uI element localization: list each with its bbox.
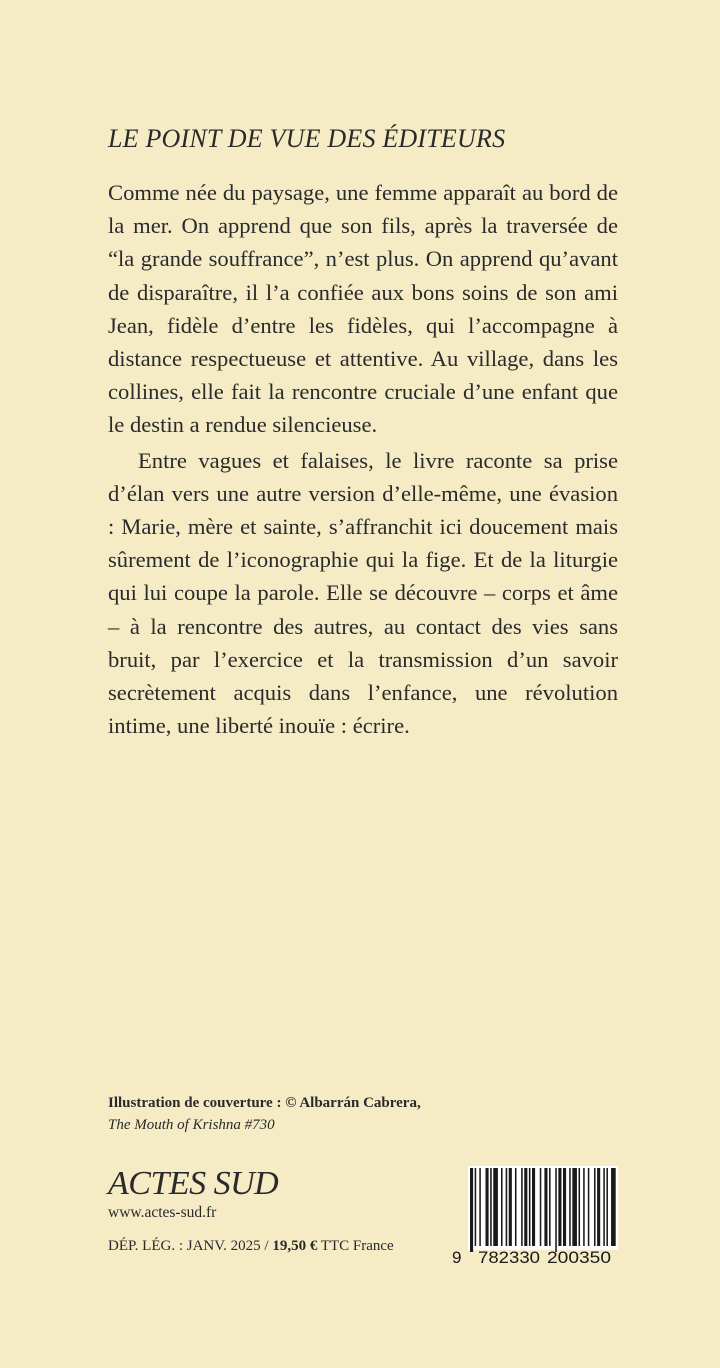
barcode-bar bbox=[529, 1168, 531, 1246]
barcode-bar bbox=[509, 1168, 512, 1246]
barcode-bar bbox=[597, 1168, 600, 1246]
cover-illustration-credit bbox=[108, 1092, 528, 1136]
barcode-bar bbox=[606, 1168, 608, 1246]
blurb-paragraph-1: Comme née du paysage, une femme apparaît au bord de la mer. On apprend que son fils, après la traversée de “la grande souffrance”, n’est plus. On apprend qu’avant de disparaître, il l’a confiée aux bons soins de son ami Jean, fidèle d’entre les fidèles, qui l’accompagne à distance respectueuse et attentive. Au village, dans les collines, elle fait la rencontre cruciale d’une enfant que le destin a rendue silencieuse. bbox=[108, 180, 618, 438]
blurb-paragraph-2: Entre vagues et falaises, le livre raconte sa prise d’élan vers une autre version d’elle-même, une évasion : Marie, mère et sainte, s’affranchit ici doucement mais sûrement de l’iconographie qui la fige. Et de la liturgie qui lui coupe la parole. Elle se découvre – corps et âme – à la rencontre des autres, au contact des vies sans bruit, par l’exercice et la transmission d’un savoir secrètement acquis dans l’enfance, une révolution intime, une liberté inouïe : écrire. bbox=[108, 447, 618, 739]
barcode-bar bbox=[540, 1168, 542, 1246]
barcode-bar bbox=[583, 1168, 585, 1246]
barcode-bar bbox=[579, 1168, 581, 1246]
barcode-lead-digit: 9 bbox=[452, 1248, 462, 1266]
barcode-bar bbox=[569, 1168, 571, 1246]
barcode-bar bbox=[486, 1168, 489, 1246]
publisher-name: ACTES SUD bbox=[108, 1165, 279, 1202]
barcode-bar bbox=[490, 1168, 492, 1246]
isbn-barcode bbox=[448, 1166, 618, 1266]
barcode-digits-left: 782330 bbox=[478, 1248, 540, 1266]
publisher-website: www.actes-sud.fr bbox=[108, 1204, 217, 1221]
barcode-bar bbox=[555, 1168, 557, 1252]
barcode-bar bbox=[493, 1168, 498, 1246]
legal-deposit-price bbox=[108, 1236, 394, 1256]
barcode-digits-right: 200350 bbox=[547, 1248, 611, 1266]
blurb-text bbox=[108, 176, 618, 742]
section-heading: LE POINT DE VUE DES ÉDITEURS bbox=[108, 124, 506, 153]
barcode-bar bbox=[515, 1168, 517, 1246]
barcode-bar bbox=[588, 1168, 590, 1246]
barcode-bar bbox=[563, 1168, 566, 1246]
barcode-bar bbox=[544, 1168, 547, 1246]
barcode-bar bbox=[501, 1168, 503, 1246]
credit-line-2: The Mouth of Krishna #730 bbox=[108, 1117, 275, 1133]
price-suffix: TTC France bbox=[317, 1238, 394, 1254]
barcode-bar bbox=[470, 1168, 473, 1252]
barcode-bar bbox=[524, 1168, 527, 1246]
price: 19,50 € bbox=[272, 1238, 318, 1254]
barcode-bar bbox=[479, 1168, 481, 1246]
barcode-bar bbox=[475, 1168, 477, 1246]
barcode-graphic bbox=[448, 1166, 618, 1266]
credit-line-1: Illustration de couverture : © Albarrán Cabrera, bbox=[108, 1095, 421, 1111]
barcode-bar bbox=[611, 1168, 616, 1246]
barcode-bar bbox=[549, 1168, 551, 1246]
legal-deposit: DÉP. LÉG. : JANV. 2025 / bbox=[108, 1238, 273, 1254]
barcode-bar bbox=[594, 1168, 596, 1246]
barcode-bar bbox=[506, 1168, 508, 1246]
barcode-bar bbox=[532, 1168, 535, 1246]
barcode-bar bbox=[603, 1168, 605, 1246]
barcode-bar bbox=[558, 1168, 561, 1246]
barcode-bar bbox=[521, 1168, 523, 1246]
barcode-bar bbox=[572, 1168, 577, 1246]
